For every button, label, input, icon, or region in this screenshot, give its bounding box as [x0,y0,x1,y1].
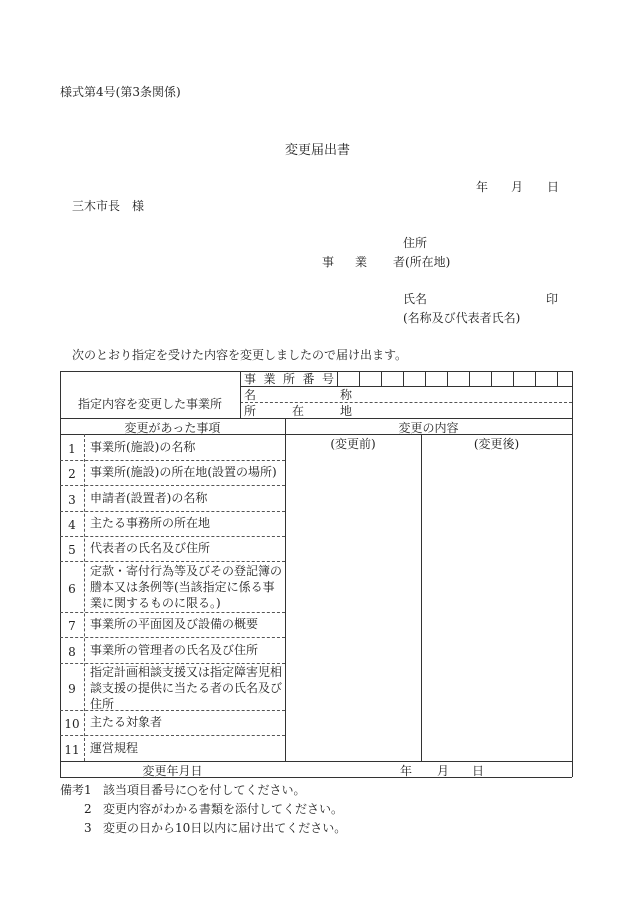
document-title: 変更届出書 [285,143,351,158]
change-date-year: 年 [400,764,413,778]
office-name-label [244,389,352,401]
office-name-char: 名 [244,388,257,402]
address-label: 住所 [403,236,428,250]
change-content-header: 変更の内容 [398,421,459,435]
date-year: 年 [476,180,489,194]
item-text: 事業所の管理者の氏名及び住所 [90,643,259,657]
note-label: 備考1 [60,783,92,797]
business-label-2: 業 [355,255,368,269]
item-number: 2 [68,467,76,481]
intro-text: 次のとおり指定を受けた内容を変更しましたので届け出ます。 [72,348,408,362]
item-text: 申請者(設置者)の名称 [90,491,208,505]
office-location-char: 在 [291,404,304,418]
item-number: 11 [64,743,80,757]
item-number: 8 [68,645,76,659]
before-label: (変更前) [330,437,376,451]
business-label-1: 事 [322,255,335,269]
addressee: 三木市長 様 [72,199,145,213]
before-content-area[interactable] [287,453,419,759]
change-date-label: 変更年月日 [142,764,203,778]
office-number-char: 所 [282,372,295,386]
item-text: 運営規程 [90,741,139,755]
item-text: 代表者の氏名及び住所 [90,541,211,555]
date-month: 月 [511,180,524,194]
item-text: 指定計画相談支援又は指定障害児相談支援の提供に当たる者の氏名及び住所 [90,665,283,711]
seal-mark: 印 [546,292,559,306]
office-name-field[interactable] [358,387,570,401]
office-location-char: 地 [339,404,352,418]
note-text: 変更内容がわかる書類を添付してください。 [103,802,344,816]
item-number: 9 [68,682,76,696]
change-date-month: 月 [437,764,450,778]
office-number-char: 号 [321,372,334,386]
note-label: 2 [84,802,92,816]
changed-items-header: 変更があった事項 [124,421,221,435]
item-number: 6 [68,582,76,596]
office-number-label [244,373,334,385]
office-location-label [244,405,352,417]
item-text: 主たる対象者 [90,715,163,729]
office-number-char: 番 [302,372,315,386]
item-number: 5 [68,543,76,557]
item-text: 主たる事務所の所在地 [90,516,211,530]
name-label: 氏名 [403,292,428,306]
after-content-area[interactable] [423,453,570,759]
office-name-char: 称 [339,388,352,402]
item-number: 10 [64,717,80,731]
note-text: 該当項目番号に○を付してください。 [103,783,306,797]
office-location-char: 所 [244,404,257,418]
office-location-field[interactable] [358,403,570,417]
item-number: 4 [68,518,76,532]
change-date-day: 日 [472,764,485,778]
after-label: (変更後) [473,437,520,451]
item-text: 事業所の平面図及び設備の概要 [90,617,259,631]
business-label-3: 者(所在地) [393,255,451,269]
office-number-char: 業 [263,372,276,386]
office-number-char: 事 [244,372,257,386]
item-text: 事業所(施設)の名称 [90,440,196,454]
name-note: (名称及び代表者氏名) [403,311,521,325]
note-label: 3 [84,821,92,835]
office-label: 指定内容を変更した事業所 [77,397,222,411]
item-text: 定款・寄付行為等及びその登記簿の謄本又は条例等(当該指定に係る事業に関するものに限る。) [90,564,283,610]
item-number: 3 [68,493,76,507]
item-text: 事業所(施設)の所在地(設置の場所) [90,465,277,479]
item-number: 1 [68,442,76,456]
change-form-table [60,371,572,777]
item-number: 7 [68,619,76,633]
form-number: 様式第4号(第3条関係) [60,85,181,99]
date-day: 日 [547,180,560,194]
note-text: 変更の日から10日以内に届け出てください。 [103,821,347,835]
